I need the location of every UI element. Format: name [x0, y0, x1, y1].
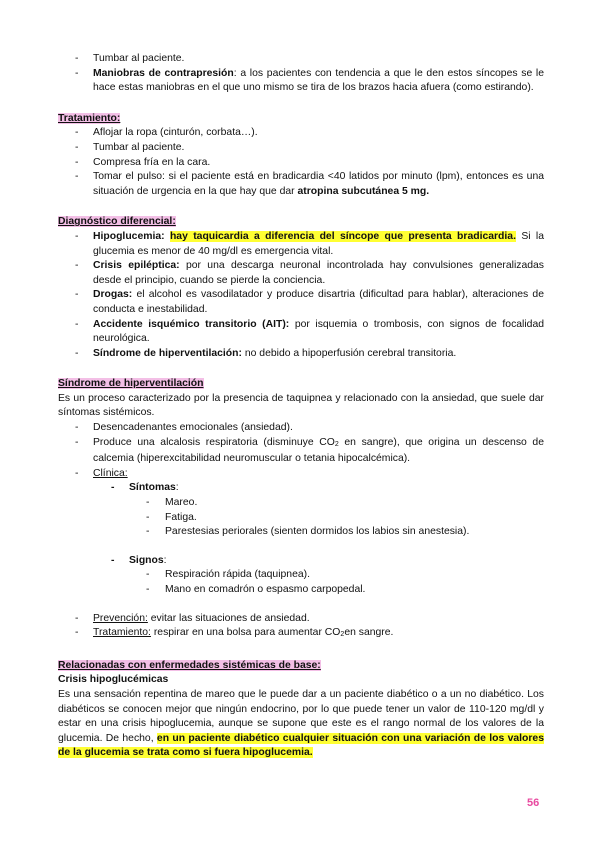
paragraph: Es un proceso caracterizado por la presencia de taquipnea y relacionado con la ansiedad, que suele dar síntomas sistémicos.	[58, 392, 544, 419]
list-item: - Aflojar la ropa (cinturón, corbata…).	[75, 127, 258, 139]
list-item: - Parestesias periorales (sienten dormidos los labios sin anestesia).	[146, 526, 470, 538]
list-item: - Produce una alcalosis respiratoria (disminuye $CO_2$ en sangre), que origina un descenso de calcemia (hiperexcitabilidad neuromuscular o tetania hipocalcémica).	[75, 436, 544, 465]
subheading: Crisis hipoglucémicas	[58, 674, 169, 686]
list-item: - Crisis epiléptica: por una descarga neuronal incontrolada hay convulsiones generalizadas desde el principio, cuando se pierde la conciencia.	[75, 260, 544, 286]
document-page	[58, 52, 544, 761]
list-item: - Síntomas:	[111, 482, 179, 494]
section-heading-relacionadas: Relacionadas con enfermedades sistémicas de base:	[58, 659, 321, 671]
list-item: - Signos:	[111, 554, 167, 566]
list-item: - Mano en comadrón o espasmo carpopedal.	[146, 584, 366, 595]
list-item: - Fatiga.	[146, 511, 197, 523]
list-item: - Respiración rápida (taquipnea).	[146, 569, 310, 581]
list-item: - Mareo.	[146, 497, 198, 509]
list-item: - Tomar el pulso: si el paciente está en bradicardia <40 latidos por minuto (lpm), entonces es una situación de urgencia en la que hay que dar atropina subcutánea 5 mg.	[75, 171, 544, 197]
section-heading-sindrome: Síndrome de hiperventilación	[58, 378, 204, 390]
section-heading-tratamiento: Tratamiento:	[58, 112, 121, 124]
list-item: - Desencadenantes emocionales (ansiedad).	[75, 422, 293, 434]
list-item: - Hipoglucemia: hay taquicardia a diferencia del síncope que presenta bradicardia. Si la glucemia es menor de 40 mg/dl es emergencia vital.	[75, 230, 545, 257]
list-item: - Maniobras de contrapresión: a los pacientes con tendencia a que le den estos síncopes se le hace estas maniobras en el que uno mismo se tira de los brazos hacia afuera (como estirando).	[75, 67, 545, 94]
list-item: - Tumbar al paciente.	[75, 141, 185, 153]
list-item: - Drogas: el alcohol es vasodilatador y produce disartria (dificultad para hablar), alteraciones de conducta e inestabilidad.	[75, 289, 544, 315]
list-item: - Tratamiento: respirar en una bolsa para aumentar $CO_2en$ sangre.	[75, 627, 394, 639]
list-item: - Prevención: evitar las situaciones de ansiedad.	[75, 612, 310, 624]
list-item: - Compresa fría en la cara.	[75, 156, 211, 168]
list-item: - Accidente isquémico transitorio (AIT): por isquemia o trombosis, con signos de focalidad neurológica.	[75, 318, 544, 345]
list-item: - Síndrome de hiperventilación: no debido a hipoperfusión cerebral transitoria.	[75, 347, 457, 359]
page-number: 56	[527, 797, 540, 809]
paragraph: Es una sensación repentina de mareo que le puede dar a un paciente diabético o a un no diabético. Los diabéticos se conocen mejor que ningún endocrino, por lo que puede tener un valor de 110-120 mg/dl y estar en una crisis hipoglucemia, aunque se supone que este es el rango normal de los valores de la glucemia. De hecho, en un paciente diabético cualquier situación con una variación de los valores de la glucemia se trata como si fuera hipoglucemia.	[58, 688, 544, 759]
section-heading-diagnostico: Diagnóstico diferencial:	[58, 216, 176, 228]
list-item: - Clínica:	[75, 467, 128, 479]
list-item: - Tumbar al paciente.	[75, 53, 185, 64]
